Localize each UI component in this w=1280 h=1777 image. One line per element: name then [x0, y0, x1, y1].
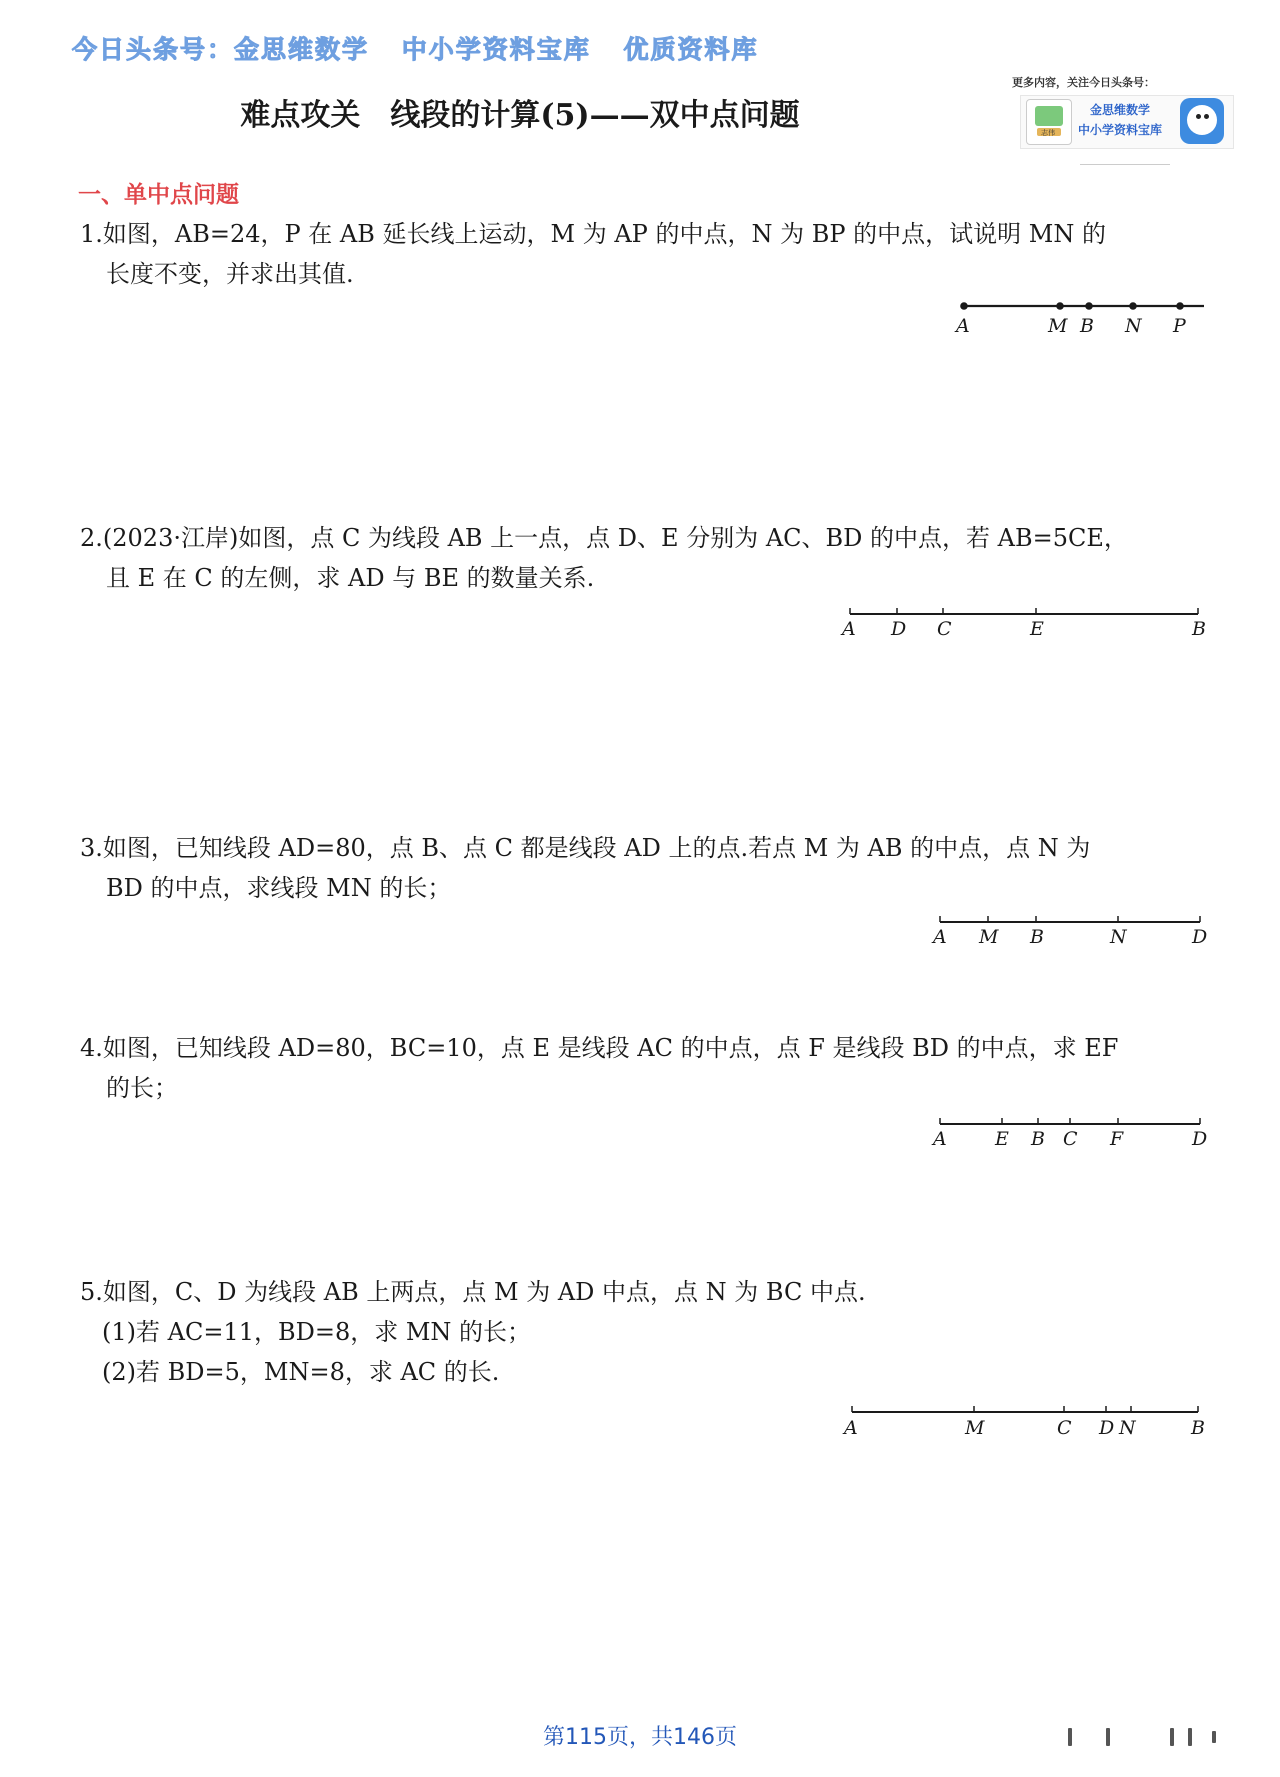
- page-title: 难点攻关 线段的计算(5)——双中点问题: [240, 98, 800, 133]
- point-label: D: [1192, 926, 1208, 948]
- point-label: F: [1110, 1128, 1124, 1150]
- point-dot: [1056, 302, 1064, 310]
- question-line: 的长；: [106, 1074, 178, 1102]
- point-label: N: [1119, 1417, 1136, 1439]
- bars-icon: [1040, 1722, 1240, 1752]
- question-5: [80, 1272, 1210, 1392]
- point-label: B: [1080, 315, 1094, 337]
- point-label: D: [1192, 1128, 1208, 1150]
- point-label: D: [891, 618, 907, 640]
- figure-q1: [950, 296, 1210, 340]
- question-line: 且 E 在 C 的左侧，求 AD 与 BE 的数量关系.: [106, 564, 595, 592]
- watermark: [72, 30, 780, 66]
- watermark-item: 优质资料库: [623, 35, 759, 64]
- point-label: A: [933, 1128, 947, 1150]
- promo-caption: 更多内容，关注今日头条号：: [1012, 76, 1155, 89]
- point-label: C: [937, 618, 952, 640]
- point-dot: [1085, 302, 1093, 310]
- point-label: A: [844, 1417, 858, 1439]
- point-dot: [1176, 302, 1184, 310]
- point-label: D: [1099, 1417, 1115, 1439]
- figure-q4: [930, 1114, 1220, 1158]
- question-line: 3.如图，已知线段 AD=80，点 B、点 C 都是线段 AD 上的点.若点 M 为 AB 的中点，点 N 为: [80, 834, 1091, 862]
- promo-account-name: [1078, 100, 1162, 140]
- point-label: M: [979, 926, 999, 948]
- question-2: [80, 518, 1210, 598]
- question-1: [80, 214, 1210, 294]
- question-line: 2.(2023·江岸)如图，点 C 为线段 AB 上一点，点 D、E 分别为 AC、BD 的中点，若 AB=5CE，: [80, 524, 1128, 552]
- question-line: 5.如图，C、D 为线段 AB 上两点，点 M 为 AD 中点，点 N 为 BC 中点.: [80, 1278, 866, 1306]
- promo-name-line2: 中小学资料宝库: [1078, 123, 1163, 137]
- figure-q5: [840, 1402, 1220, 1446]
- brand-logo-icon: [1026, 99, 1072, 145]
- figure-q3: [930, 912, 1220, 956]
- question-4: [80, 1028, 1210, 1108]
- point-label: A: [842, 618, 856, 640]
- point-label: A: [956, 315, 970, 337]
- point-label: B: [1030, 926, 1044, 948]
- watermark-item: 今日头条号：金思维数学: [72, 35, 370, 64]
- mascot-icon: [1180, 98, 1224, 144]
- point-label: C: [1057, 1417, 1072, 1439]
- watermark-item: 中小学资料宝库: [401, 35, 591, 64]
- point-dot: [960, 302, 968, 310]
- question-line: 1.如图，AB=24，P 在 AB 延长线上运动，M 为 AP 的中点，N 为 BP 的中点，试说明 MN 的: [80, 220, 1106, 248]
- point-label: N: [1125, 315, 1142, 337]
- point-label: N: [1110, 926, 1127, 948]
- question-3: [80, 828, 1210, 908]
- point-label: M: [965, 1417, 985, 1439]
- question-line: 长度不变，并求出其值.: [106, 260, 354, 288]
- point-label: C: [1063, 1128, 1078, 1150]
- question-line: (2)若 BD=5，MN=8，求 AC 的长.: [102, 1358, 500, 1386]
- figure-q2: [840, 604, 1220, 648]
- point-label: A: [933, 926, 947, 948]
- point-label: E: [995, 1128, 1009, 1150]
- point-label: B: [1191, 1417, 1205, 1439]
- point-label: P: [1173, 315, 1186, 337]
- point-label: M: [1048, 315, 1068, 337]
- section-heading: 一、单中点问题: [78, 182, 239, 208]
- question-line: BD 的中点，求线段 MN 的长；: [106, 874, 452, 902]
- logo-text: 志伟: [1041, 129, 1055, 137]
- question-line: (1)若 AC=11，BD=8，求 MN 的长；: [102, 1318, 532, 1346]
- point-dot: [1129, 302, 1137, 310]
- point-label: B: [1031, 1128, 1045, 1150]
- page-counter: 第115页，共146页: [543, 1725, 737, 1750]
- promo-name-line1: 金思维数学: [1090, 103, 1151, 117]
- point-label: B: [1192, 618, 1206, 640]
- point-label: E: [1030, 618, 1044, 640]
- divider: [1080, 164, 1170, 165]
- question-line: 4.如图，已知线段 AD=80，BC=10，点 E 是线段 AC 的中点，点 F 是线段 BD 的中点，求 EF: [80, 1034, 1119, 1062]
